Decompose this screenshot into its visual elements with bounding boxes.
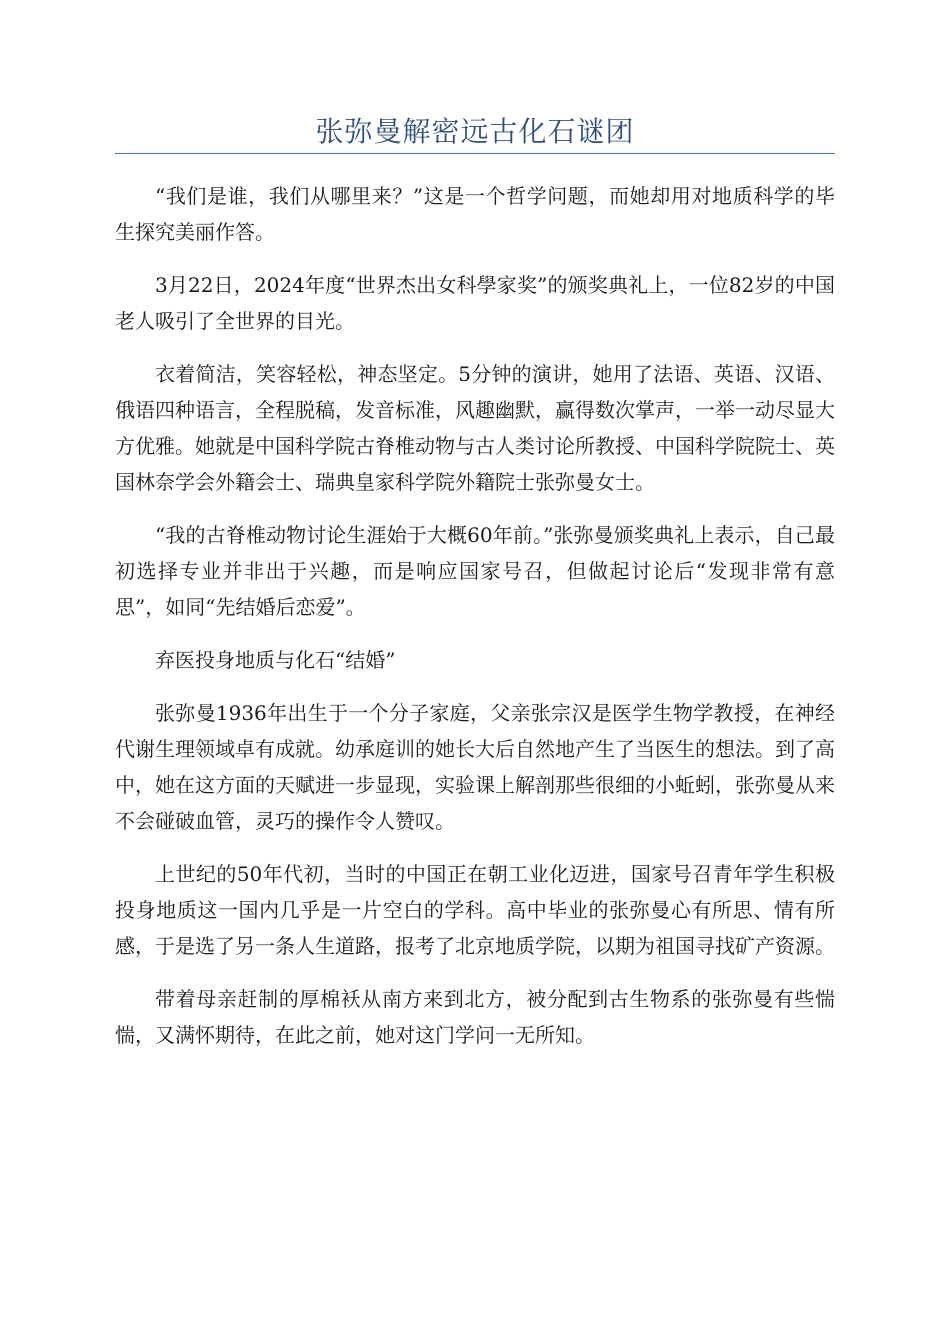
paragraph: “我们是谁，我们从哪里来？”这是一个哲学问题，而她却用对地质科学的毕生探究美丽作答。 [115,184,835,244]
document-title: 张弥曼解密远古化石谜团 [315,115,635,148]
document-body [115,178,835,1070]
paragraph: 衣着简洁，笑容轻松，神态坚定。5分钟的演讲，她用了法语、英语、汉语、俄语四种语言，全程脱稿，发音标准，风趣幽默，赢得数次掌声，一举一动尽显大方优雅。她就是中国科学院古脊椎动物与古人类讨论所教授、中国科学院院士、英国林奈学会外籍会士、瑞典皇家科学院外籍院士张弥曼女士。 [115,362,835,494]
title-underline [115,153,835,154]
section-heading: 弃医投身地质与化石“结婚” [155,648,396,672]
paragraph: 上世纪的50年代初，当时的中国正在朝工业化迈进，国家号召青年学生积极投身地质这一国内几乎是一片空白的学科。高中毕业的张弥曼心有所思、情有所感，于是选了另一条人生道路，报考了北京地质学院，以期为祖国寻找矿产资源。 [115,862,835,958]
paragraph: “我的古脊椎动物讨论生涯始于大概60年前。”张弥曼颁奖典礼上表示，自己最初选择专业并非出于兴趣，而是响应国家号召，但做起讨论后“发现非常有意思”，如同“先结婚后恋爱”。 [115,523,835,619]
paragraph: 张弥曼1936年出生于一个分子家庭，父亲张宗汉是医学生物学教授，在神经代谢生理领域卓有成就。幼承庭训的她长大后自然地产生了当医生的想法。到了高中，她在这方面的天赋进一步显现，实验课上解剖那些很细的小蚯蚓，张弥曼从来不会碰破血管，灵巧的操作令人赞叹。 [115,701,835,833]
paragraph: 带着母亲赶制的厚棉袄从南方来到北方，被分配到古生物系的张弥曼有些惴惴，又满怀期待，在此之前，她对这门学问一无所知。 [115,987,835,1047]
paragraph: 3月22日，2024年度“世界杰出女科學家奖”的颁奖典礼上，一位82岁的中国老人吸引了全世界的目光。 [115,273,835,333]
